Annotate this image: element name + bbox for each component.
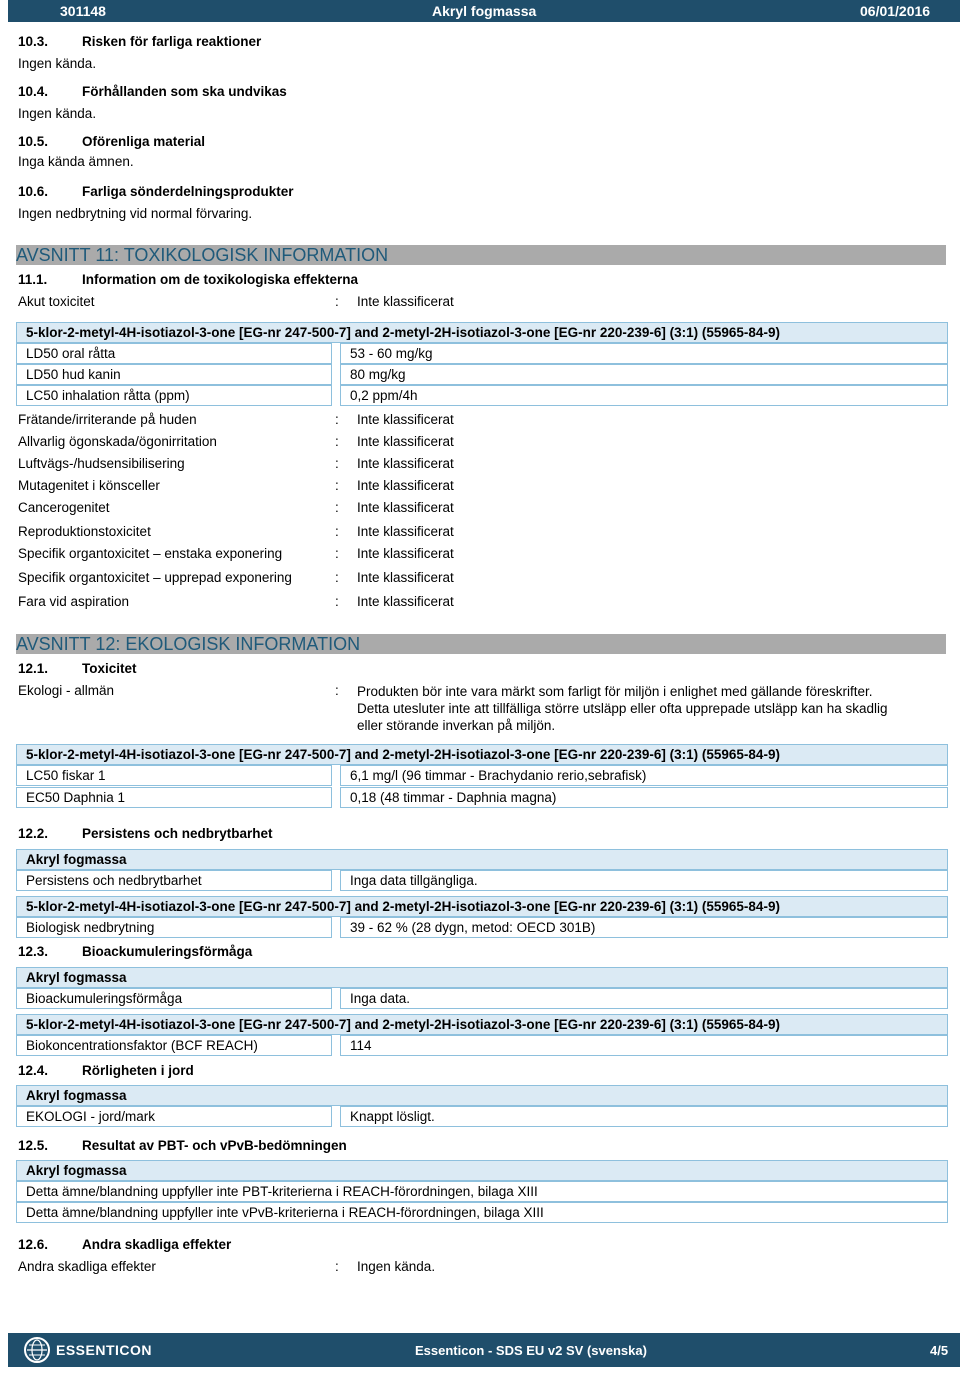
table-row-label: Biologisk nedbrytning [16,917,332,938]
classification-label: Reproduktionstoxicitet [18,524,151,539]
globe-icon [24,1337,50,1363]
table-row-value: Inga data. [340,988,948,1009]
classification-label: Allvarlig ögonskada/ögonirritation [18,434,217,449]
table-row-value: 80 mg/kg [340,364,948,385]
substance-table-header: 5-klor-2-metyl-4H-isotiazol-3-one [EG-nr 247-500-7] and 2-metyl-2H-isotiazol-3-one [EG-nr 220-239-6] (3:1) (55965-84-9) [16,896,948,917]
subsection-10-3-text: Ingen kända. [18,56,97,71]
classification-label: Cancerogenitet [18,500,110,515]
table-row-value: 0,18 (48 timmar - Daphnia magna) [340,787,948,808]
table-row-label: Biokoncentrationsfaktor (BCF REACH) [16,1035,332,1056]
classification-label: Specifik organtoxicitet – enstaka exponering [18,546,283,561]
page-number: 4/5 [930,1343,949,1358]
table-row-label: LC50 inhalation råtta (ppm) [16,385,332,406]
subsection-11-1: 11.1. Information om de toxikologiska effekterna [18,272,359,287]
classification-value: Inte klassificerat [357,478,454,493]
vpvb-assessment-row: Detta ämne/blandning uppfyller inte vPvB-kriterierna i REACH-förordningen, bilaga XIII [16,1202,948,1223]
product-table-header: Akryl fogmassa [16,1085,948,1106]
classification-value: Inte klassificerat [357,594,454,609]
substance-table-header: 5-klor-2-metyl-4H-isotiazol-3-one [EG-nr 247-500-7] and 2-metyl-2H-isotiazol-3-one [EG-nr 220-239-6] (3:1) (55965-84-9) [16,1014,948,1035]
classification-value: Inte klassificerat [357,546,454,561]
subsection-12-2: 12.2. Persistens och nedbrytbarhet [18,826,273,841]
table-row-label: LD50 hud kanin [16,364,332,385]
table-row-label: EKOLOGI - jord/mark [16,1106,332,1127]
subsection-12-1: 12.1. Toxicitet [18,661,137,676]
classification-value: Inte klassificerat [357,500,454,515]
table-row-label: LD50 oral råtta [16,343,332,364]
product-table-header: Akryl fogmassa [16,849,948,870]
subsection-10-5: 10.5. Oförenliga material [18,134,206,149]
colon: : [335,294,339,309]
product-table-header: Akryl fogmassa [16,1160,948,1181]
classification-label: Luftvägs-/hudsensibilisering [18,456,185,471]
colon: : [335,1259,339,1274]
product-table-header: Akryl fogmassa [16,967,948,988]
classification-value: Inte klassificerat [357,412,454,427]
subsection-12-4: 12.4. Rörligheten i jord [18,1063,194,1078]
table-row-value: 39 - 62 % (28 dygn, metod: OECD 301B) [340,917,948,938]
other-effects-value: Ingen kända. [357,1259,436,1274]
colon: : [335,478,339,493]
subsection-10-6-text: Ingen nedbrytning vid normal förvaring. [18,206,253,221]
table-row-value: Knappt lösligt. [340,1106,948,1127]
section-12-heading: AVSNITT 12: EKOLOGISK INFORMATION [16,634,946,654]
classification-label: Fara vid aspiration [18,594,130,609]
colon: : [335,570,339,585]
document-date: 06/01/2016 [860,3,931,19]
ecology-general-text: Produkten bör inte vara märkt som farligt för miljön i enlighet med gällande föreskrifter. Detta utesluter inte att tillfälliga större utsläpp eller ofta upprepade utsläpp kan ha skadlig eller störande inverkan på miljön. [357,684,888,733]
table-row-value: 0,2 ppm/4h [340,385,948,406]
header-bar [8,0,960,22]
ecology-general-label: Ekologi - allmän [18,683,115,698]
subsection-10-4-text: Ingen kända. [18,106,97,121]
classification-value: Inte klassificerat [357,456,454,471]
document-number: 301148 [60,3,106,19]
subsection-10-4: 10.4. Förhållanden som ska undvikas [18,84,287,99]
table-row-value: 114 [340,1035,948,1056]
footer-logo: ESSENTICON [56,1342,153,1358]
footer-document-id: Essenticon - SDS EU v2 SV (svenska) [415,1343,647,1358]
classification-label: Specifik organtoxicitet – upprepad exponering [18,570,292,585]
classification-value: Inte klassificerat [357,434,454,449]
classification-label: Mutagenitet i könsceller [18,478,160,493]
table-row-label: EC50 Daphnia 1 [16,787,332,808]
toxicity-table-header: 5-klor-2-metyl-4H-isotiazol-3-one [EG-nr 247-500-7] and 2-metyl-2H-isotiazol-3-one [EG-nr 220-239-6] (3:1) (55965-84-9) [16,744,948,765]
table-row-value: Inga data tillgängliga. [340,870,948,891]
colon: : [335,524,339,539]
colon: : [335,456,339,471]
acute-toxicity-value: Inte klassificerat [357,294,454,309]
classification-value: Inte klassificerat [357,570,454,585]
subsection-10-3: 10.3. Risken för farliga reaktioner [18,34,262,49]
footer-bar [8,1333,960,1367]
colon: : [335,434,339,449]
table-row-label: Bioackumuleringsförmåga [16,988,332,1009]
classification-label: Frätande/irriterande på huden [18,412,197,427]
product-name: Akryl fogmassa [432,3,537,19]
acute-toxicity-label: Akut toxicitet [18,294,95,309]
section-11-heading: AVSNITT 11: TOXIKOLOGISK INFORMATION [16,245,946,265]
subsection-12-3: 12.3. Bioackumuleringsförmåga [18,944,253,959]
colon: : [335,594,339,609]
colon: : [335,500,339,515]
other-effects-label: Andra skadliga effekter [18,1259,156,1274]
subsection-10-6: 10.6. Farliga sönderdelningsprodukter [18,184,294,199]
table-row-value: 6,1 mg/l (96 timmar - Brachydanio rerio,sebrafisk) [340,765,948,786]
table-row-value: 53 - 60 mg/kg [340,343,948,364]
subsection-12-5: 12.5. Resultat av PBT- och vPvB-bedömningen [18,1138,347,1153]
pbt-assessment-row: Detta ämne/blandning uppfyller inte PBT-kriterierna i REACH-förordningen, bilaga XIII [16,1181,948,1202]
subsection-12-6: 12.6. Andra skadliga effekter [18,1237,232,1252]
colon: : [335,412,339,427]
table-row-label: Persistens och nedbrytbarhet [16,870,332,891]
substance-table-header: 5-klor-2-metyl-4H-isotiazol-3-one [EG-nr 247-500-7] and 2-metyl-2H-isotiazol-3-one [EG-nr 220-239-6] (3:1) (55965-84-9) [16,322,948,343]
colon: : [335,546,339,561]
colon: : [335,683,339,698]
classification-value: Inte klassificerat [357,524,454,539]
subsection-10-5-text: Inga kända ämnen. [18,154,134,169]
table-row-label: LC50 fiskar 1 [16,765,332,786]
